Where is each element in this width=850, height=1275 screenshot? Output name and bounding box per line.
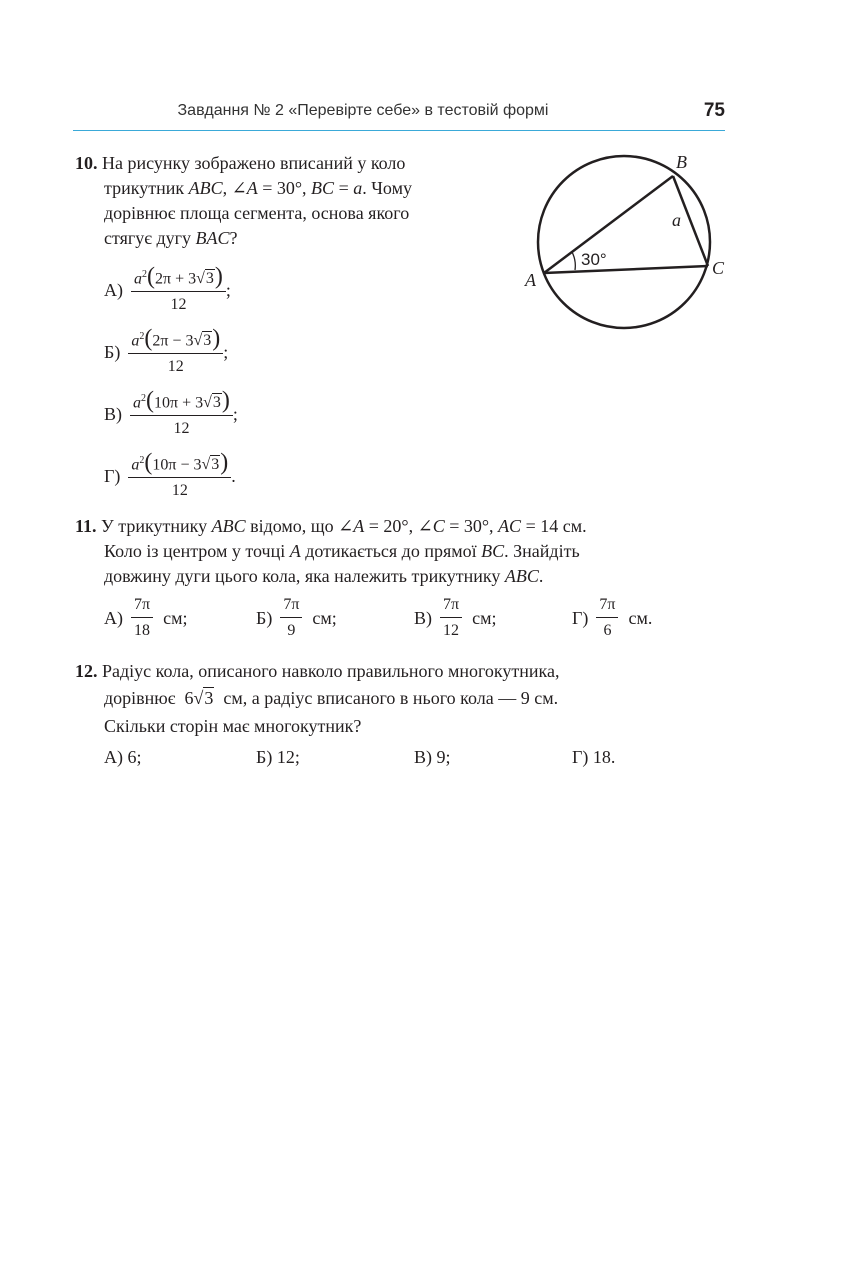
q12-option: А) 6; (104, 747, 142, 767)
q10-option: Г) $\frac{a^2(10\pi - 3√3)}{12}$ . (104, 449, 236, 500)
q12-option: В) 9; (414, 747, 451, 767)
side-ac (544, 266, 708, 273)
option-label: Г) (104, 465, 121, 486)
option-fraction: $\frac{a^2(10\pi + 3√3)}{12}$ (130, 389, 233, 439)
q12-line2: дорівнює 6√3 см, а радіус вписаного в нього кола — 9 см. (104, 688, 559, 708)
q12-option: Б) 12; (256, 747, 300, 767)
q10-line2: трикутник ABC, ∠A = 30°, BC = a. Чому (104, 178, 412, 198)
q10-number: 10. (75, 153, 98, 173)
q10-option: Б) $\frac{a^2(2\pi - 3√3)}{12}$ ; (104, 325, 229, 376)
label-A: A (525, 270, 536, 290)
option-fraction: $\frac{a^2(2\pi - 3√3)}{12}$ (128, 327, 223, 377)
q11-line3: довжину дуги цього кола, яка належить трикутнику ABC. (104, 566, 544, 586)
q11-option: А) $\frac{7\pi}{18}$ см; (104, 596, 188, 639)
option-label: В) (104, 403, 122, 424)
q12-line1: 12. Радіус кола, описаного навколо правильного многокутника, (75, 661, 560, 681)
q10-figure (515, 148, 730, 338)
angle-arc (572, 252, 575, 270)
side-ab (544, 176, 673, 273)
q10-line1-text: На рисунку зображено вписаний у коло (102, 153, 406, 173)
label-B: B (676, 152, 687, 172)
option-label: А) (104, 279, 123, 300)
circumscribed-circle (538, 156, 710, 328)
q11-number: 11. (75, 516, 97, 536)
q12-option: Г) 18. (572, 747, 616, 767)
option-fraction: $\frac{a^2(2\pi + 3√3)}{12}$ (131, 265, 226, 315)
q12-number: 12. (75, 661, 98, 681)
page-header (73, 100, 725, 131)
q11-option: Б) $\frac{7\pi}{9}$ см; (256, 596, 337, 639)
q10-option: А) $\frac{a^2(2\pi + 3√3)}{12}$ ; (104, 263, 231, 314)
label-C: C (712, 258, 725, 278)
page-number: 75 (703, 100, 725, 121)
option-fraction: $\frac{a^2(10\pi - 3√3)}{12}$ (128, 451, 231, 501)
label-side-a: a (672, 210, 681, 230)
q10-line4: стягує дугу BAC? (104, 228, 238, 248)
header-title: Завдання № 2 «Перевірте себе» в тестовій формі (177, 102, 549, 119)
q10-line3: дорівнює площа сегмента, основа якого (104, 203, 410, 223)
q12-line3: Скільки сторін має многокутник? (104, 716, 362, 736)
q11-option: Г) $\frac{7\pi}{6}$ см. (572, 596, 653, 639)
label-angle: 30° (581, 250, 607, 269)
q10-line1 (75, 151, 405, 176)
q11-line1: 11. У трикутнику ABC відомо, що ∠A = 20°, ∠C = 30°, AC = 14 см. (75, 516, 587, 536)
q11-option: В) $\frac{7\pi}{12}$ см; (414, 596, 497, 639)
option-label: Б) (104, 341, 121, 362)
q11-line2: Коло із центром у точці A дотикається до прямої BC. Знайдіть (104, 541, 580, 561)
q10-option: В) $\frac{a^2(10\pi + 3√3)}{12}$ ; (104, 387, 238, 438)
